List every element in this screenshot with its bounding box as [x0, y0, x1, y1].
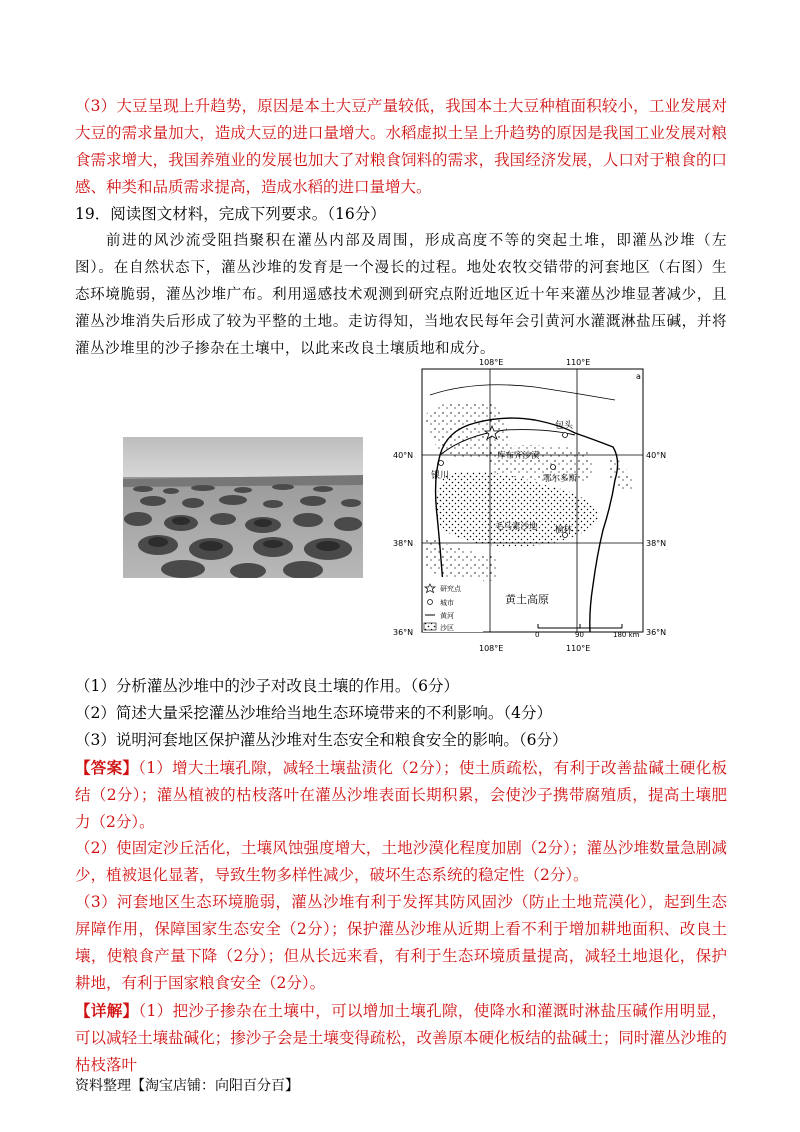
legend-yellow-river: 黄河 [440, 612, 454, 620]
lat-38-right: 38°N [646, 539, 667, 548]
question-title: 19．阅读图文材料，完成下列要求。（16分） [75, 205, 386, 223]
lat-40-right: 40°N [646, 451, 667, 460]
question-material: 前进的风沙流受阻挡聚积在灌丛内部及周围，形成高度不等的突起土堆，即灌丛沙堆（左图）。在自然状态下，灌丛沙堆的发育是一个漫长的过程。地处农牧交错带的河套地区（右图）生态环境脆弱，灌丛沙堆广布。利用遥感技术观测到研究点附近地区近十年来灌丛沙堆显著减少，且灌丛沙堆消失后形成了较为平整的土地。走访得知，当地农民每年会引黄河水灌溉淋盐压碱，并将灌丛沙堆里的沙子掺杂在土壤中，以此来改良土壤质地和成分。 [75, 233, 727, 357]
lon-110-top: 110°E [566, 358, 591, 367]
lon-108-bottom: 108°E [479, 644, 504, 653]
lon-108-top: 108°E [479, 358, 504, 367]
city-baotou: 包头 [555, 421, 574, 431]
map-corner-label: a [636, 372, 641, 381]
lat-36-left: 36°N [393, 628, 414, 637]
answer-1-text: （1）增大土壤孔隙，减轻土壤盐渍化（2分）；使土质疏松，有利于改善盐碱土硬化板结（2分）；灌丛植被的枯枝落叶在灌丛沙堆表面长期积累，会使沙子携带腐殖质，提高土壤肥力（2分）。 [75, 759, 727, 831]
answer-label: 【答案】 [75, 758, 139, 777]
lat-40-left: 40°N [393, 451, 414, 460]
desert-kubuqi: 库布齐沙漠 [497, 451, 540, 461]
city-yulin: 榆林 [555, 525, 573, 535]
city-ordos: 鄂尔多斯 [543, 474, 578, 484]
detail-text: （1）把沙子掺杂在土壤中，可以增加土壤孔隙，使降水和灌溉时淋盐压碱作用明显，可以减轻土壤盐碱化；掺沙子会是土壤变得疏松，改善原本硬化板结的盐碱土；同时灌丛沙堆的枯枝落叶 [75, 1002, 727, 1074]
sub-question-3: （3）说明河套地区保护灌丛沙堆对生态安全和粮食安全的影响。（6分） [75, 731, 568, 749]
legend-city: 城市 [440, 599, 454, 607]
city-yinchuan: 银川 [431, 471, 450, 481]
lon-110-bottom: 110°E [566, 644, 591, 653]
answer-3: （3）河套地区生态环境脆弱，灌丛沙堆有利于发挥其防风固沙（防止土地荒漠化），起到生态屏障作用，保障国家生态安全（2分）；保护灌丛沙堆从近期上看不利于增加耕地面积、改良土壤，使粮食产量下降（2分）；但从长远来看，有利于生态环境质量提高，减轻土地退化，保护耕地，有利于国家粮食安全（2分）。 [75, 893, 727, 992]
sub-question-2: （2）简述大量采挖灌丛沙堆给当地生态环境带来的不利影响。（4分） [75, 704, 552, 722]
prev-answer-q3: （3）大豆呈现上升趋势，原因是本土大豆产量较低，我国本土大豆种植面积较小，工业发展对大豆的需求量加大，造成大豆的进口量增大。水稻虚拟土呈上升趋势的原因是我国工业发展对粮食需求增大，我国养殖业的发展也加大了对粮食饲料的需求，我国经济发展，人口对于粮食的口感、种类和品质需求提高，造成水稻的进口量增大。 [75, 97, 727, 196]
desert-muus: 毛乌素沙地 [495, 522, 538, 532]
shrub-dune-photo [123, 437, 363, 578]
detail-label: 【详解】 [75, 1001, 139, 1020]
scale-180km: 180 km [613, 631, 640, 639]
answer-1 [75, 754, 727, 836]
page-footer: 资料整理【淘宝店铺：向阳百分百】 [75, 1078, 299, 1094]
scale-90: 90 [575, 631, 584, 639]
legend-research-point: 研究点 [440, 585, 461, 593]
lat-38-left: 38°N [393, 539, 414, 548]
lat-36-right: 36°N [646, 628, 667, 637]
legend-sand-area: 沙区 [440, 624, 454, 632]
answer-2: （2）使固定沙丘活化，土壤风蚀强度增大，土地沙漠化程度加剧（2分）；灌丛沙堆数量急剧减少，植被退化显著，导致生物多样性减少，破坏生态系统的稳定性（2分）。 [75, 839, 727, 884]
sub-question-1: （1）分析灌丛沙堆中的沙子对改良土壤的作用。（6分） [75, 677, 459, 695]
hetao-region-map [385, 355, 675, 660]
detail-1 [75, 997, 727, 1079]
loess-plateau-label: 黄土高原 [505, 593, 549, 606]
scale-zero: 0 [535, 631, 540, 639]
